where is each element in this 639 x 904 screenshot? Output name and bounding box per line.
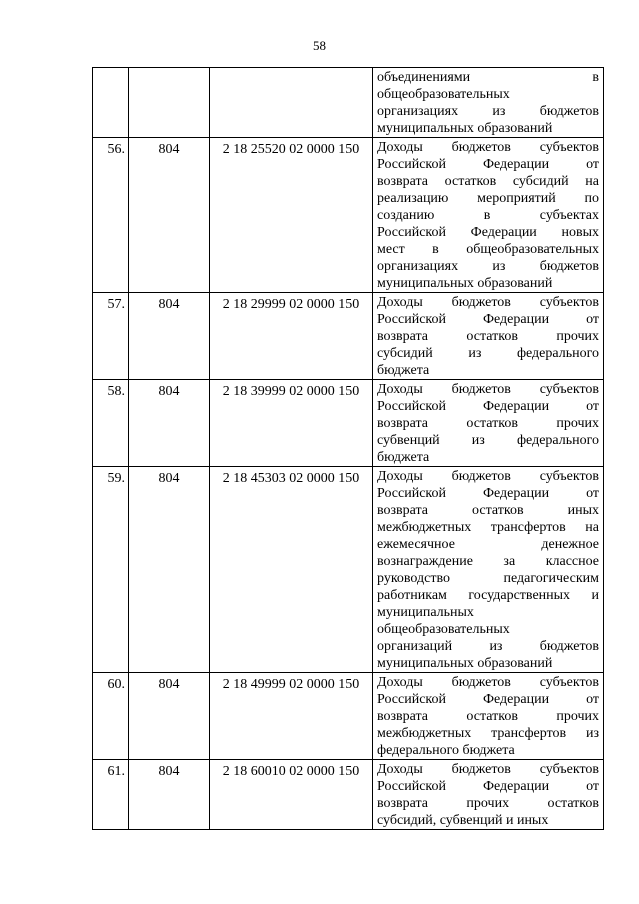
- budget-classification-code-cell: 2 18 49999 02 0000 150: [210, 673, 373, 760]
- table-row: [93, 293, 604, 380]
- row-number-cell: 59.: [93, 467, 129, 673]
- revenue-name-line: субвенций из федерального: [377, 433, 599, 448]
- revenue-name-line: Доходы бюджетов субъектов: [377, 140, 599, 155]
- revenue-name-line: бюджета: [377, 450, 430, 465]
- revenue-name-line: объединениями в: [377, 70, 599, 85]
- revenue-name-line: организациях из бюджетов: [377, 259, 599, 274]
- row-number-cell: 61.: [93, 760, 129, 830]
- revenue-name-line: мест в общеобразовательных: [377, 242, 599, 257]
- administrator-code-cell: 804: [129, 138, 210, 293]
- row-number-cell: 56.: [93, 138, 129, 293]
- revenue-name-line: субсидий, субвенций и иных: [377, 813, 549, 828]
- revenue-name-line: бюджета: [377, 363, 430, 378]
- budget-classification-code-cell: 2 18 45303 02 0000 150: [210, 467, 373, 673]
- revenue-name-cell: [373, 68, 604, 138]
- table-row: [93, 380, 604, 467]
- administrator-code-cell: 804: [129, 293, 210, 380]
- table-row: [93, 673, 604, 760]
- table-row: [93, 138, 604, 293]
- revenue-name-line: возврата остатков прочих: [377, 329, 599, 344]
- revenue-name-line: Доходы бюджетов субъектов: [377, 295, 599, 310]
- budget-classification-code-cell: 2 18 29999 02 0000 150: [210, 293, 373, 380]
- revenue-name-cell: [373, 138, 604, 293]
- revenue-name-line: муниципальных: [377, 605, 474, 620]
- administrator-code-cell: 804: [129, 760, 210, 830]
- revenue-name-line: общеобразовательных: [377, 622, 510, 637]
- revenue-name-line: возврата остатков прочих: [377, 709, 599, 724]
- revenue-name-line: вознаграждение за классное: [377, 554, 599, 569]
- revenue-name-line: Российской Федерации от: [377, 157, 599, 172]
- revenue-name-line: руководство педагогическим: [377, 571, 599, 586]
- administrator-code-cell: 804: [129, 380, 210, 467]
- revenue-name-line: федерального бюджета: [377, 743, 515, 758]
- revenue-name-line: возврата остатков прочих: [377, 416, 599, 431]
- revenue-name-line: Российской Федерации от: [377, 399, 599, 414]
- revenue-name-line: возврата прочих остатков: [377, 796, 599, 811]
- revenue-name-line: Доходы бюджетов субъектов: [377, 382, 599, 397]
- revenue-name-line: организаций из бюджетов: [377, 639, 599, 654]
- revenue-name-line: Доходы бюджетов субъектов: [377, 762, 599, 777]
- budget-classification-code-cell: 2 18 39999 02 0000 150: [210, 380, 373, 467]
- budget-classification-code-cell: 2 18 25520 02 0000 150: [210, 138, 373, 293]
- revenue-name-cell: [373, 380, 604, 467]
- revenue-name-line: Российской Федерации от: [377, 312, 599, 327]
- table-row: [93, 68, 604, 138]
- revenue-name-line: межбюджетных трансфертов из: [377, 726, 599, 741]
- revenue-name-line: муниципальных образований: [377, 276, 553, 291]
- revenue-name-line: Российской Федерации новых: [377, 225, 599, 240]
- table-row: [93, 467, 604, 673]
- revenue-name-line: Доходы бюджетов субъектов: [377, 469, 599, 484]
- administrator-code-cell: [129, 68, 210, 138]
- administrator-code-cell: 804: [129, 467, 210, 673]
- revenue-name-line: Доходы бюджетов субъектов: [377, 675, 599, 690]
- revenue-name-cell: [373, 293, 604, 380]
- revenue-name-line: созданию в субъектах: [377, 208, 599, 223]
- revenue-name-line: ежемесячное денежное: [377, 537, 599, 552]
- row-number-cell: 60.: [93, 673, 129, 760]
- revenue-name-cell: [373, 760, 604, 830]
- revenue-name-line: межбюджетных трансфертов на: [377, 520, 599, 535]
- budget-revenue-table: [92, 67, 604, 830]
- revenue-name-line: Российской Федерации от: [377, 779, 599, 794]
- revenue-name-line: возврата остатков субсидий на: [377, 174, 599, 189]
- row-number-cell: [93, 68, 129, 138]
- revenue-name-line: организациях из бюджетов: [377, 104, 599, 119]
- row-number-cell: 57.: [93, 293, 129, 380]
- revenue-name-line: общеобразовательных: [377, 87, 510, 102]
- table-row: [93, 760, 604, 830]
- revenue-name-line: субсидий из федерального: [377, 346, 599, 361]
- revenue-name-line: работникам государственных и: [377, 588, 599, 603]
- revenue-name-line: Российской Федерации от: [377, 692, 599, 707]
- table-body: [93, 68, 604, 830]
- revenue-name-line: муниципальных образований: [377, 121, 553, 136]
- revenue-name-cell: [373, 467, 604, 673]
- budget-classification-code-cell: [210, 68, 373, 138]
- budget-classification-code-cell: 2 18 60010 02 0000 150: [210, 760, 373, 830]
- revenue-name-line: реализацию мероприятий по: [377, 191, 599, 206]
- revenue-name-line: возврата остатков иных: [377, 503, 599, 518]
- row-number-cell: 58.: [93, 380, 129, 467]
- revenue-name-cell: [373, 673, 604, 760]
- revenue-name-line: Российской Федерации от: [377, 486, 599, 501]
- administrator-code-cell: 804: [129, 673, 210, 760]
- page-number: 58: [313, 38, 326, 53]
- revenue-name-line: муниципальных образований: [377, 656, 553, 671]
